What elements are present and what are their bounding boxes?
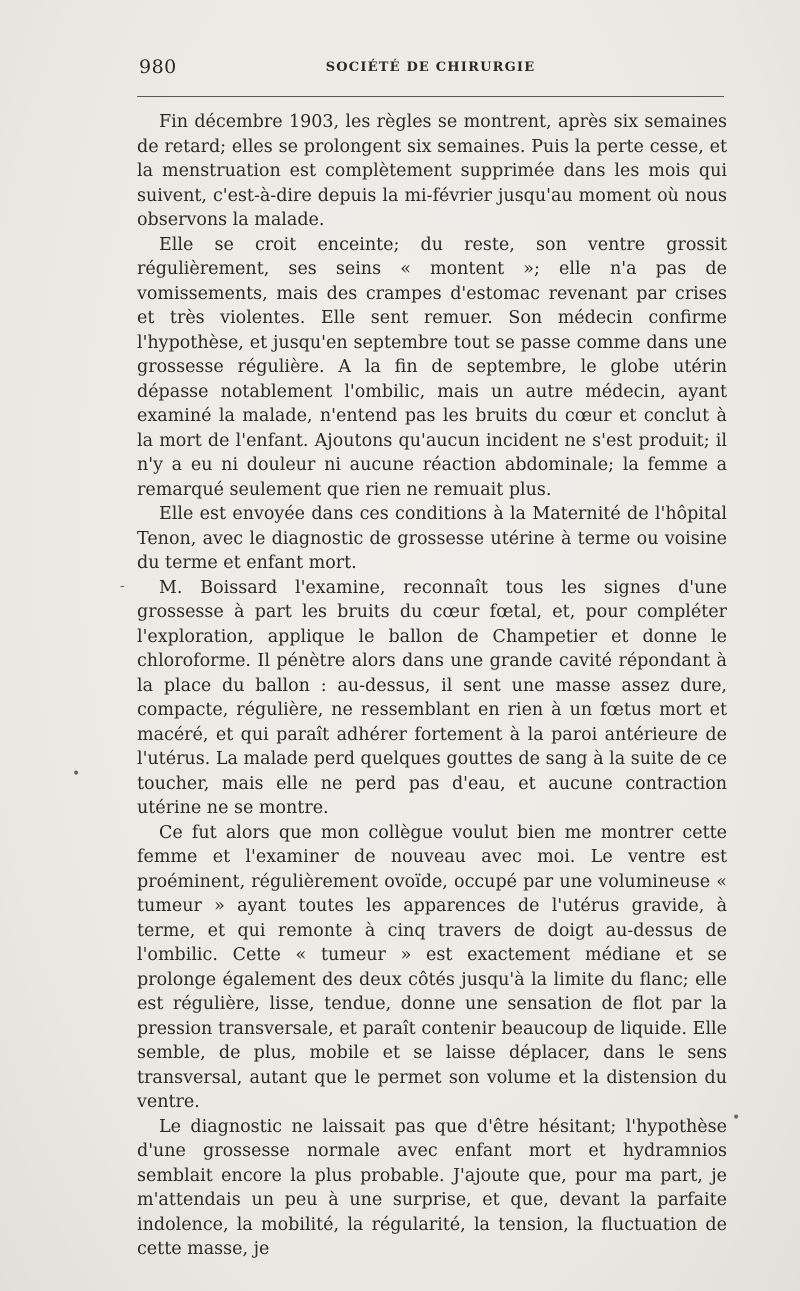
paragraph: Elle se croit enceinte; du reste, son ventre grossit régulièrement, ses seins « montent »; elle n'a pas de vomissements, mais des crampes d'estomac revenant par crises et très violentes. Elle sent remuer. Son médecin confirme l'hypothèse, et jusqu'en septembre tout se passe comme dans une grossesse régulière. A la fin de septembre, le globe utérin dépasse notablement l'ombilic, mais un autre médecin, ayant examiné la malade, n'entend pas les bruits du cœur et conclut à la mort de l'enfant. Ajoutons qu'aucun incident ne s'est produit; il n'y a eu ni douleur ni aucune réaction abdominale; la femme a remarqué seulement que rien ne remuait plus. bbox=[137, 234, 727, 500]
paragraph: Elle est envoyée dans ces conditions à la Maternité de l'hôpital Tenon, avec le diagnostic de grossesse utérine à terme ou voisine du terme et enfant mort. bbox=[137, 504, 727, 573]
page-header bbox=[137, 56, 724, 86]
body-text bbox=[137, 110, 727, 1262]
running-title: SOCIÉTÉ DE CHIRURGIE bbox=[325, 60, 536, 75]
margin-dot-mark: • bbox=[732, 1110, 741, 1126]
header-rule bbox=[137, 96, 724, 97]
margin-dash-mark: - bbox=[120, 578, 125, 594]
paragraph: Ce fut alors que mon collègue voulut bien me montrer cette femme et l'examiner de nouveau avec moi. Le ventre est proéminent, régulièrement ovoïde, occupé par une volumineuse « tumeur » ayant toutes les apparences de l'utérus gravide, à terme, et qui remonte à cinq travers de doigt au-dessus de l'ombilic. Cette « tumeur » est exactement médiane et se prolonge également des deux côtés jusqu'à la limite du flanc; elle est régulière, lisse, tendue, donne une sensation de flot par la pression transversale, et paraît contenir beaucoup de liquide. Elle semble, de plus, mobile et se laisse déplacer, dans le sens transversal, autant que le permet son volume et la distension du ventre. bbox=[137, 822, 727, 1112]
paragraph: M. Boissard l'examine, reconnaît tous les signes d'une grossesse à part les bruits du cœur fœtal, et, pour compléter l'exploration, applique le ballon de Champetier et donne le chloroforme. Il pénètre alors dans une grande cavité répondant à la place du ballon : au-dessus, il sent une masse assez dure, compacte, régulière, ne ressemblant en rien à un fœtus mort et macéré, et qui paraît adhérer fortement à la paroi antérieure de l'utérus. La malade perd quelques gouttes de sang à la suite de ce toucher, mais elle ne perd pas d'eau, et aucune contraction utérine ne se montre. bbox=[137, 577, 727, 818]
paragraph: Fin décembre 1903, les règles se montrent, après six semaines de retard; elles se prolongent six semaines. Puis la perte cesse, et la menstruation est complètement supprimée dans les mois qui suivent, c'est-à-dire depuis la mi-février jusqu'au moment où nous observons la malade. bbox=[137, 112, 727, 230]
paragraph: Le diagnostic ne laissait pas que d'être hésitant; l'hypothèse d'une grossesse normale avec enfant mort et hydramnios semblait encore la plus probable. J'ajoute que, pour ma part, je m'attendais un peu à une surprise, et que, devant la parfaite indolence, la mobilité, la régularité, la tension, la fluctuation de cette masse, je bbox=[137, 1116, 727, 1259]
margin-speck-mark: • bbox=[72, 766, 81, 782]
page-number: 980 bbox=[139, 56, 177, 78]
